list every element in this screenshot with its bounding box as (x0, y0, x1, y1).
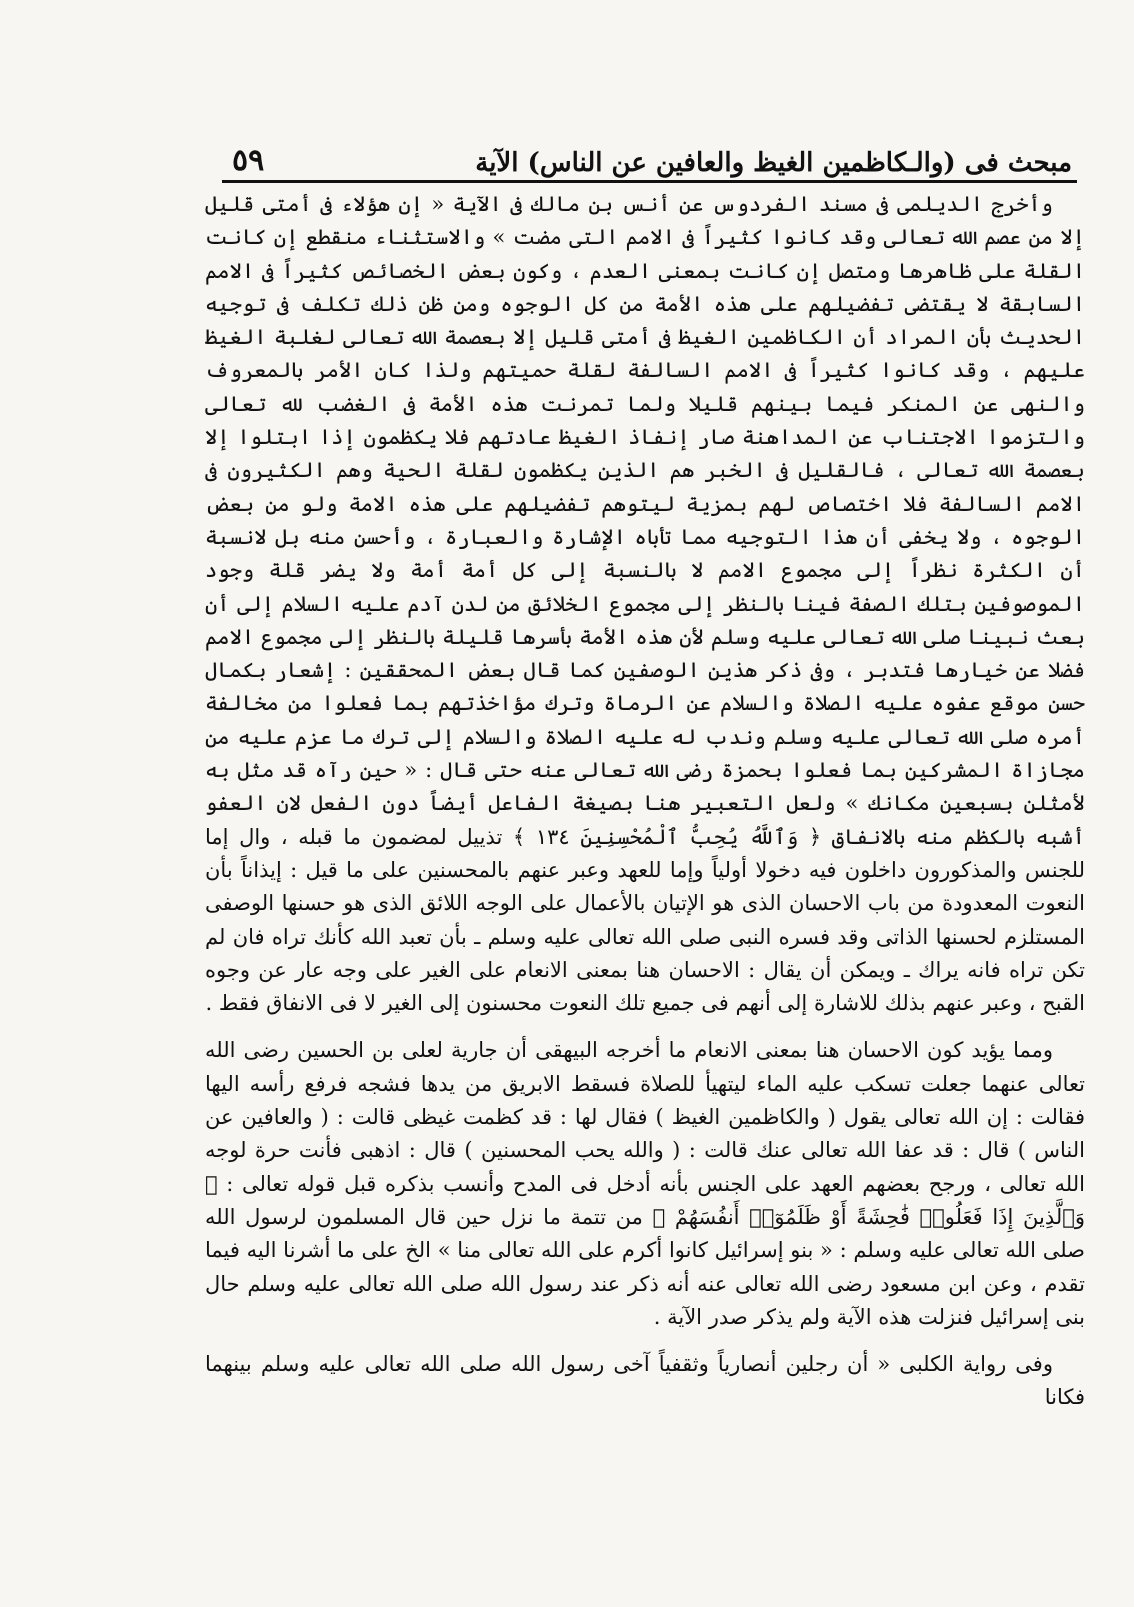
page-body (205, 188, 1085, 1415)
paragraph-1: وأخرج الديلمى فى مسند الفردوس عن أنس بن مالك فى الآية « إن هؤلاء فى أمتى قليل إلا من عصم الله تعالى وقد كانوا كثيراً فى الامم التى مضت » والاستثناء منقطع إن كانت القلة على ظاهرها ومتصل إن كانت بمعنى العدم ، وكون بعض الخصائص كثيراً فى الامم السابقة لا يقتضى تفضيلهم على هذه الأمة من كل الوجوه ومن ظن ذلك تكلف فى توجيه الحديث بأن المراد أن الكاظمين الغيظ فى أمتى قليل إلا بعصمة الله تعالى لغلبة الغيظ عليهم ، وقد كانوا كثيراً فى الامم السالفة لقلة حميتهم ولذا كان الأمر بالمعروف والنهى عن المنكر فيما بينهم قليلا ولما تمرنت هذه الأمة فى الغضب لله تعالى والتزموا الاجتناب عن المداهنة صار إنفاذ الغيظ عادتهم فلا يكظمون إذا ابتلوا إلا بعصمة الله تعالى ، فالقليل فى الخبر هم الذين يكظمون لقلة الحية وهم الكثيرون فى الامم السالفة فلا اختصاص لهم بمزية ليتوهم تفضيلهم على هذه الامة ولو من بعض الوجوه ، ولا يخفى أن هذا التوجيه مما تأباه الإشارة والعبارة ، وأحسن منه بل لانسبة أن الكثرة نظراً إلى مجموع الامم لا بالنسبة إلى كل أمة أمة ولا يضر قلة وجود الموصوفين بتلك الصفة فينا بالنظر إلى مجموع الخلائق من لدن آدم عليه السلام إلى أن بعث نبينا صلى الله تعالى عليه وسلم لأن هذه الأمة بأسرها قليلة بالنظر إلى مجموع الامم فضلا عن خيارها فتدبر ، وفى ذكر هذين الوصفين كما قال بعض المحققين : إشعار بكمال حسن موقع عفوه عليه الصلاة والسلام عن الرماة وترك مؤاخذتهم بما فعلوا من مخالفة أمره صلى الله تعالى عليه وسلم وندب له عليه الصلاة والسلام إلى ترك ما عزم عليه من مجازاة المشركين بما فعلوا بحمزة رضى الله تعالى عنه حتى قال : « حين رآه قد مثل به لأمثلن بسبعين مكانك » ولعل التعبير هنا بصيغة الفاعل أيضاً دون الفعل لان العفو أشبه بالكظم منه بالانفاق ﴿ وَٱللَّهُ يُحِبُّ ٱلْمُحْسِنِينَ ١٣٤ ﴾ تذييل لمضمون ما قبله ، وال إما للجنس والمذكورون داخلون فيه دخولا أولياً وإما للعهد وعبر عنهم بالمحسنين على ما قيل : إيذاناً بأن النعوت المعدودة من باب الاحسان الذى هو الإتيان بالأعمال على الوجه اللائق الذى هو حسنها الوصفى المستلزم لحسنها الذاتى وقد فسره النبى صلى الله تعالى عليه وسلم ـ بأن تعبد الله كأنك تراه فان لم تكن تراه فانه يراك ـ ويمكن أن يقال : الاحسان هنا بمعنى الانعام على الغير على وجه عار عن وجوه القبح ، وعبر عنهم بذلك للاشارة إلى أنهم فى جميع تلك النعوت محسنون إلى الغير لا فى الانفاق فقط . (205, 192, 1085, 1016)
page-number: ٥٩ (232, 143, 265, 178)
running-title: مبحث فى (والـكاظمين الغيظ والعافين عن الناس) الآية (475, 148, 1072, 178)
header-rule (222, 180, 1077, 183)
paragraph-3: وفى رواية الكلبى « أن رجلين أنصارياً وثقفياً آخى رسول الله صلى الله تعالى عليه وسلم بينهما فكانا (205, 1352, 1085, 1410)
paragraph-2: ومما يؤيد كون الاحسان هنا بمعنى الانعام ما أخرجه البيهقى أن جارية لعلى بن الحسين رضى الله تعالى عنهما جعلت تسكب عليه الماء ليتهيأ للصلاة فسقط الابريق من يدها فشجه فرفع رأسه اليها فقالت : إن الله تعالى يقول ( والكاظمين الغيظ ) فقال لها : قد كظمت غيظى قالت : ( والعافين عن الناس ) قال : قد عفا الله تعالى عنك قالت : ( والله يحب المحسنين ) قال : اذهبى فأنت حرة لوجه الله تعالى ، ورجح بعضهم العهد على الجنس بأنه أدخل فى المدح وأنسب بذكره قبل قوله تعالى : ﴿ وَٱلَّذِينَ إِذَا فَعَلُوا۟ فَٰحِشَةً أَوْ ظَلَمُوٓا۟ أَنفُسَهُمْ ﴾ من تتمة ما نزل حين قال المسلمون لرسول الله صلى الله تعالى عليه وسلم : « بنو إسرائيل كانوا أكرم على الله تعالى منا » الخ على ما أشرنا اليه فيما تقدم ، وعن ابن مسعود رضى الله تعالى عنه أنه ذكر عند رسول الله صلى الله تعالى عليه وسلم حال بنى إسرائيل فنزلت هذه الآية ولم يذكر صدر الآية . (205, 1038, 1085, 1329)
page-header (232, 128, 1072, 178)
